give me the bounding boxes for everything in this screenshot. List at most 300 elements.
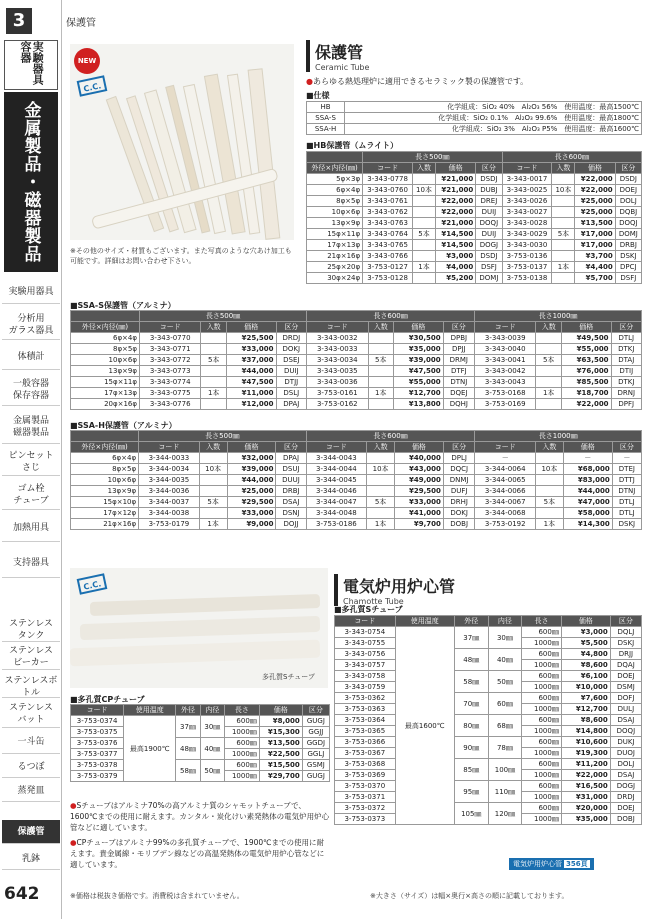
table-cell: DOQJ (615, 218, 641, 229)
table-cell: DPCJ (615, 262, 641, 273)
table-cell: ¥43,000 (394, 464, 443, 475)
table-cell: － (475, 453, 536, 464)
length-cell: 600㎜ (522, 627, 562, 638)
table-cell: 1本 (536, 388, 562, 399)
length-cell: 1000㎜ (522, 792, 562, 803)
table-cell (552, 218, 575, 229)
price-cell: ¥10,000 (561, 682, 610, 693)
table-cell: 3-753-0138 (502, 273, 552, 284)
table-cell: ¥11,000 (226, 388, 276, 399)
sidebar-item[interactable]: 支持器具 (2, 548, 60, 578)
new-badge: NEW (74, 48, 100, 74)
length-cell: 1000㎜ (225, 749, 260, 760)
sidebar-item[interactable]: ゴム栓 チューブ (2, 480, 60, 510)
price-cell: ¥15,300 (259, 727, 302, 738)
table-cell: DSDJ (476, 174, 502, 185)
table-cell: 10φ×6φ (71, 475, 139, 486)
tubes-illustration (70, 44, 294, 240)
table-cell (552, 251, 575, 262)
table-cell: 3-343-0778 (363, 174, 413, 185)
length-cell: 600㎜ (225, 738, 260, 749)
table-cell: ¥33,000 (394, 497, 443, 508)
table-cell (368, 377, 394, 388)
sidebar-item[interactable]: 一斗缶 (2, 730, 60, 754)
table-cell: DSLJ (276, 388, 307, 399)
table-cell: DSNJ (276, 508, 306, 519)
photo-label: 多孔質Sチューブ (262, 673, 315, 681)
category-cell: GSMJ (302, 760, 329, 771)
title-jp: 保護管 (315, 43, 364, 62)
table-cell: 1本 (199, 519, 227, 530)
note-cp-tube: ●CPチューブはアルミナ99%の多孔質チューブで、1900℃までの使用に耐えます。貴金属線・モリブデン線などの高温発熱体の電気炉用炉心管などに適しています。 (70, 838, 325, 869)
spec-grade: HB (307, 102, 345, 113)
column-header: コード (307, 322, 368, 333)
price-cell: ¥19,300 (561, 748, 610, 759)
table-row (307, 196, 642, 207)
column-header: 価格 (561, 322, 611, 333)
table-cell: 5本 (368, 355, 394, 366)
table-cell (413, 196, 436, 207)
table-cell: 3-753-0169 (475, 399, 536, 410)
table-row (71, 377, 642, 388)
table-cell: 5本 (536, 355, 562, 366)
chapter-title: 金属製品・磁器製品 (4, 92, 58, 272)
table-cell: ¥47,500 (394, 366, 444, 377)
column-header: コード (475, 322, 536, 333)
sidebar-item[interactable]: 実験用器具 (2, 280, 60, 304)
table-cell: DUIJ (476, 229, 502, 240)
table-row (335, 627, 642, 638)
price-cell: ¥3,000 (561, 627, 610, 638)
table-cell: 3-753-0137 (502, 262, 552, 273)
category-cell: DOFJ (610, 693, 641, 704)
table-cell: 20φ×16φ (71, 399, 140, 410)
column-header: 入数 (368, 322, 394, 333)
table-row (71, 508, 642, 519)
table-cell: 5本 (201, 355, 227, 366)
title-en-2: Chamotte Tube (343, 597, 404, 606)
column-header: 価格 (227, 442, 276, 453)
sidebar-item[interactable]: 金属製品 磁器製品 (2, 410, 60, 444)
outer-dia-cell: 48㎜ (454, 649, 488, 671)
sidebar-item[interactable]: るつぼ (2, 756, 60, 778)
category-cell: DSKJ (610, 638, 641, 649)
table-cell (413, 251, 436, 262)
length-header: 長さ600㎜ (307, 311, 475, 322)
column-header: コード (139, 442, 200, 453)
table-row (71, 519, 642, 530)
table-cell: ¥47,500 (226, 377, 276, 388)
category-cell: DQAJ (610, 660, 641, 671)
sidebar (0, 0, 62, 919)
table-row (307, 262, 642, 273)
cross-reference-badge[interactable] (509, 858, 594, 870)
table-cell: DSDJ (476, 251, 502, 262)
length-cell: 1000㎜ (522, 704, 562, 715)
outer-dia-cell: 90㎜ (454, 737, 488, 759)
table-cell: ¥12,700 (394, 388, 444, 399)
price-cell: ¥6,100 (561, 671, 610, 682)
table-cell: DUBJ (476, 185, 502, 196)
table-cell: DPBJ (443, 333, 474, 344)
table-cell: 1本 (552, 262, 575, 273)
table-cell: ¥3,700 (575, 251, 615, 262)
price-cell: ¥4,800 (561, 649, 610, 660)
sidebar-item[interactable]: 一般容器 保存容器 (2, 374, 60, 406)
table-cell: DOMJ (615, 229, 641, 240)
temp-cell: 最高1900℃ (124, 716, 176, 782)
table-cell: 3-344-0033 (139, 453, 200, 464)
table-cell: 10本 (413, 185, 436, 196)
ssas-table (70, 310, 642, 410)
code-cell: 3-753-0379 (71, 771, 124, 782)
table-row (71, 355, 642, 366)
sidebar-item[interactable]: ステンレスボトル (2, 676, 60, 698)
table-cell: ¥29,500 (227, 497, 276, 508)
table-cell: DRMJ (443, 355, 474, 366)
table-row (71, 399, 642, 410)
code-cell: 3-753-0369 (335, 770, 396, 781)
table-cell (536, 366, 562, 377)
table-cell: ¥5,700 (575, 273, 615, 284)
price-cell: ¥15,500 (259, 760, 302, 771)
table-cell: 1本 (536, 519, 564, 530)
table-cell: ¥41,000 (394, 508, 443, 519)
footer-tax-note: ※価格は税抜き価格です。消費税は含まれていません。 (70, 892, 244, 900)
table-cell: ¥22,000 (575, 174, 615, 185)
table-cell (536, 344, 562, 355)
table-row (307, 218, 642, 229)
photo-note: ※その他のサイズ・材質もございます。また写真のような穴あけ加工も可能です。詳細はお問い合わせ下さい。 (70, 247, 292, 265)
code-cell: 3-753-0376 (71, 738, 124, 749)
outer-dia-cell: 48㎜ (176, 738, 200, 760)
category-cell: GUGJ (302, 716, 329, 727)
table-cell (536, 508, 564, 519)
price-cell: ¥8,600 (561, 660, 610, 671)
table-cell: DSDJ (615, 174, 641, 185)
column-header: コード (475, 442, 536, 453)
inner-dia-cell: 110㎜ (488, 781, 522, 803)
chapter-subtitle: 実験器具 容器 (4, 40, 58, 90)
multi-s-heading: ■多孔質Sチューブ (334, 605, 403, 614)
table-row (307, 273, 642, 284)
code-cell: 3-753-0367 (335, 748, 396, 759)
category-cell: GGDJ (302, 738, 329, 749)
table-cell: 3-344-0047 (306, 497, 367, 508)
table-cell: 3-343-0770 (140, 333, 201, 344)
code-cell: 3-753-0366 (335, 737, 396, 748)
column-header: 区分 (476, 163, 502, 174)
table-cell: ¥58,000 (563, 508, 612, 519)
ceramic-tube-photo (70, 44, 294, 240)
table-cell: 15φ×11φ (307, 229, 363, 240)
outer-dia-cell: 80㎜ (454, 715, 488, 737)
column-header: 区分 (276, 322, 307, 333)
table-cell: 15φ×10φ (71, 497, 139, 508)
column-header: コード (306, 442, 367, 453)
table-cell: DPJJ (443, 344, 474, 355)
category-cell: DULJ (610, 704, 641, 715)
table-row (307, 251, 642, 262)
table-row (335, 737, 642, 748)
table-cell: 3-343-0028 (502, 218, 552, 229)
sidebar-item[interactable]: 保護管 (2, 820, 60, 844)
table-cell: 3-343-0762 (363, 207, 413, 218)
table-cell: 1本 (413, 262, 436, 273)
category-cell: DSAJ (610, 770, 641, 781)
blank-header (71, 311, 140, 322)
column-header: 長さ (225, 705, 260, 716)
table-cell: 8φ×5φ (71, 464, 139, 475)
code-cell: 3-753-0377 (71, 749, 124, 760)
price-cell: ¥8,000 (259, 716, 302, 727)
table-cell: 3-343-0043 (475, 377, 536, 388)
table-cell: 3-343-0029 (502, 229, 552, 240)
column-header: 入数 (413, 163, 436, 174)
chamotte-tube-photo (70, 568, 328, 688)
table-cell (199, 475, 227, 486)
inner-dia-cell: 100㎜ (488, 759, 522, 781)
table-cell: DOKJ (276, 344, 307, 355)
code-cell: 3-753-0372 (335, 803, 396, 814)
column-header: コード (335, 616, 396, 627)
table-row (71, 716, 330, 727)
table-cell: ¥37,000 (226, 355, 276, 366)
s-tube-table (334, 615, 642, 825)
table-cell (413, 174, 436, 185)
length-header-row (307, 152, 642, 163)
code-cell: 3-343-0757 (335, 660, 396, 671)
table-cell: DUFJ (443, 486, 474, 497)
table-cell: DOGJ (476, 240, 502, 251)
table-cell (536, 475, 564, 486)
table-cell: 3-753-0179 (139, 519, 200, 530)
table-cell: ¥63,500 (561, 355, 611, 366)
column-header: 外径 (454, 616, 488, 627)
table-cell: DOEJ (615, 185, 641, 196)
table-cell (552, 240, 575, 251)
code-cell: 3-753-0373 (335, 814, 396, 825)
table-cell: ¥17,000 (575, 229, 615, 240)
category-cell: DRJJ (610, 649, 641, 660)
table-cell: DTFJ (443, 366, 474, 377)
sidebar-item[interactable]: ステンレス タンク (2, 618, 60, 642)
table-cell: 3-753-0127 (363, 262, 413, 273)
table-row (71, 464, 642, 475)
table-cell: ¥22,000 (561, 399, 611, 410)
length-cell: 1000㎜ (522, 748, 562, 759)
table-row (335, 671, 642, 682)
table-cell (536, 453, 564, 464)
code-cell: 3-343-0756 (335, 649, 396, 660)
table-cell: DRBJ (615, 240, 641, 251)
table-cell: 3-343-0773 (140, 366, 201, 377)
table-cell: ¥9,000 (227, 519, 276, 530)
table-cell: 17φ×13φ (307, 240, 363, 251)
price-cell: ¥29,700 (259, 771, 302, 782)
category-cell: DOEJ (610, 803, 641, 814)
table-cell (201, 333, 227, 344)
table-cell (536, 486, 564, 497)
table-cell: 3-343-0030 (502, 240, 552, 251)
table-cell: ¥14,300 (563, 519, 612, 530)
table-row (335, 759, 642, 770)
inner-dia-cell: 40㎜ (488, 649, 522, 671)
table-cell (367, 475, 395, 486)
spec-detail: 化学組成：SiO₂ 0.1% Al₂O₃ 99.6% 使用温度：最高1800℃ (345, 113, 642, 124)
column-header: 内径 (488, 616, 522, 627)
table-row (307, 185, 642, 196)
table-cell: 3-344-0046 (306, 486, 367, 497)
table-row (307, 229, 642, 240)
table-cell: 3-343-0765 (363, 240, 413, 251)
length-cell: 600㎜ (225, 760, 260, 771)
sidebar-item[interactable]: 分析用 ガラス器具 (2, 310, 60, 340)
table-cell (367, 453, 395, 464)
note-s-text: Sチューブはアルミナ70%の高アルミナ質のシャモットチューブで、1600℃までの使用に耐えます。カンタル・炭化けい素発熱体の電気炉用炉心管などに適しています。 (70, 801, 330, 832)
price-cell: ¥22,500 (259, 749, 302, 760)
inner-dia-cell: 50㎜ (200, 760, 224, 782)
table-cell: 3-343-0017 (502, 174, 552, 185)
table-cell: ¥49,000 (394, 475, 443, 486)
table-cell (201, 366, 227, 377)
sidebar-item[interactable]: ステンレス バット (2, 700, 60, 728)
table-cell: DOKJ (443, 508, 474, 519)
table-cell: DTNJ (612, 486, 641, 497)
table-cell: ¥3,000 (435, 251, 475, 262)
table-cell: ¥30,500 (394, 333, 444, 344)
table-cell: 3-344-0048 (306, 508, 367, 519)
price-cell: ¥31,000 (561, 792, 610, 803)
table-row (335, 693, 642, 704)
length-cell: 600㎜ (522, 649, 562, 660)
cp-tube-table (70, 704, 330, 782)
outer-dia-cell: 70㎜ (454, 693, 488, 715)
table-cell: 3-344-0035 (139, 475, 200, 486)
spec-row (307, 113, 642, 124)
category-cell: DUKJ (610, 737, 641, 748)
table-cell: ¥21,000 (435, 174, 475, 185)
table-cell: 8φ×5φ (71, 344, 140, 355)
table-cell: 3-753-0168 (475, 388, 536, 399)
length-cell: 1000㎜ (522, 638, 562, 649)
sidebar-item[interactable]: 加熱用具 (2, 514, 60, 542)
table-cell: 3-344-0038 (139, 508, 200, 519)
outer-dia-cell: 37㎜ (454, 627, 488, 649)
table-cell (368, 399, 394, 410)
table-cell: 10本 (367, 464, 395, 475)
column-header: 価格 (226, 322, 276, 333)
table-cell: ¥33,000 (226, 344, 276, 355)
table-cell: 21φ×16φ (71, 519, 139, 530)
sidebar-item[interactable]: ステンレス ビーカー (2, 644, 60, 670)
table-cell: ¥47,000 (563, 497, 612, 508)
inner-dia-cell: 30㎜ (488, 627, 522, 649)
table-cell: 3-344-0034 (139, 464, 200, 475)
table-cell: 3-344-0043 (306, 453, 367, 464)
price-cell: ¥14,800 (561, 726, 610, 737)
table-cell: 15φ×11φ (71, 377, 140, 388)
table-cell: DSFJ (476, 262, 502, 273)
table-cell (199, 453, 227, 464)
price-cell: ¥12,700 (561, 704, 610, 715)
table-cell: 3-753-0186 (306, 519, 367, 530)
outer-dia-cell: 58㎜ (454, 671, 488, 693)
length-header: 長さ500㎜ (139, 431, 306, 442)
table-row (71, 738, 330, 749)
table-cell: DSKJ (612, 519, 641, 530)
table-cell: ¥44,000 (226, 366, 276, 377)
table-cell: 3-343-0039 (475, 333, 536, 344)
price-cell: ¥10,600 (561, 737, 610, 748)
column-header: 外径 (176, 705, 200, 716)
category-cell: DRDJ (610, 792, 641, 803)
table-cell: 3-343-0764 (363, 229, 413, 240)
sidebar-item[interactable]: 蒸発皿 (2, 780, 60, 802)
length-header: 長さ500㎜ (363, 152, 502, 163)
table-cell (201, 344, 227, 355)
inner-dia-cell: 78㎜ (488, 737, 522, 759)
category-cell: GGLJ (302, 749, 329, 760)
table-cell: 6φ×4φ (71, 333, 140, 344)
column-header: 価格 (435, 163, 475, 174)
table-cell: DOBJ (443, 519, 474, 530)
price-cell: ¥8,600 (561, 715, 610, 726)
length-cell: 600㎜ (522, 693, 562, 704)
hb-heading: ■HB保護管（ムライト） (306, 141, 399, 150)
table-cell: 10本 (536, 464, 564, 475)
table-cell: 3-344-0068 (475, 508, 536, 519)
table-cell: 3-344-0065 (475, 475, 536, 486)
table-row (307, 207, 642, 218)
table-cell: ¥49,500 (561, 333, 611, 344)
spec-table (306, 101, 642, 135)
table-row (71, 333, 642, 344)
column-header: 外径×内径(㎜) (71, 322, 140, 333)
code-cell: 3-343-0755 (335, 638, 396, 649)
table-cell (201, 399, 227, 410)
length-header: 長さ1000㎜ (475, 431, 642, 442)
table-cell: DTKJ (611, 344, 641, 355)
table-cell: ¥68,000 (563, 464, 612, 475)
table-cell: ¥44,000 (563, 486, 612, 497)
code-cell: 3-753-0363 (335, 704, 396, 715)
ssah-heading: ■SSA-H保護管（アルミナ） (70, 421, 177, 430)
sidebar-item[interactable]: 体積計 (2, 344, 60, 370)
column-header: 外径×内径(㎜) (71, 442, 139, 453)
inner-dia-cell: 120㎜ (488, 803, 522, 825)
table-cell: DQEJ (443, 388, 474, 399)
table-cell: 3-343-0033 (307, 344, 368, 355)
table-cell: ¥32,000 (227, 453, 276, 464)
inner-dia-cell: 60㎜ (488, 693, 522, 715)
price-cell: ¥5,500 (561, 638, 610, 649)
table-cell: DRHJ (443, 497, 474, 508)
table-cell: ¥4,000 (435, 262, 475, 273)
column-header: 区分 (302, 705, 329, 716)
length-header: 長さ1000㎜ (475, 311, 642, 322)
table-cell: DQHJ (443, 399, 474, 410)
table-cell: DOMJ (476, 273, 502, 284)
table-cell: DRBJ (276, 486, 306, 497)
sidebar-item[interactable]: 乳鉢 (2, 848, 60, 870)
sidebar-item[interactable]: ピンセット さじ (2, 448, 60, 476)
column-header: 区分 (276, 442, 306, 453)
table-row (71, 497, 642, 508)
table-row (71, 344, 642, 355)
table-cell (413, 240, 436, 251)
column-header: 区分 (612, 442, 641, 453)
